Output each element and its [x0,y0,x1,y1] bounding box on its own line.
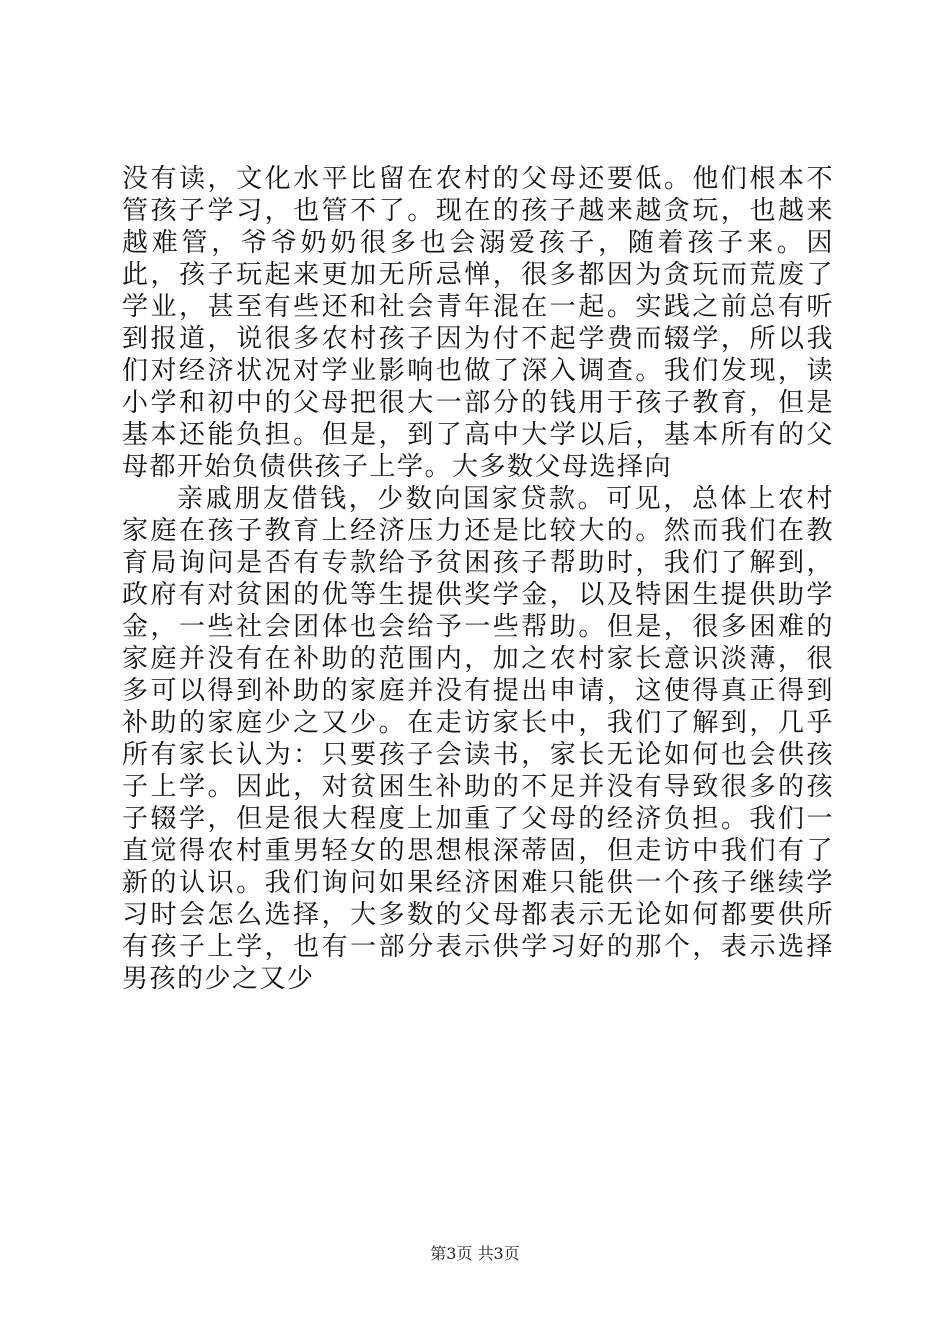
document-body [122,163,834,995]
paragraph-2: 亲戚朋友借钱，少数向国家贷款。可见，总体上农村家庭在孩子教育上经济压力还是比较大的。然而我们在教育局询问是否有专款给予贫困孩子帮助时，我们了解到，政府有对贫困的优等生提供奖学金，以及特困生提供助学金，一些社会团体也会给予一些帮助。但是，很多困难的家庭并没有在补助的范围内，加之农村家长意识淡薄，很多可以得到补助的家庭并没有提出申请，这使得真正得到补助的家庭少之又少。在走访家长中，我们了解到，几乎所有家长认为：只要孩子会读书，家长无论如何也会供孩子上学。因此，对贫困生补助的不足并没有导致很多的孩子辍学，但是很大程度上加重了父母的经济负担。我们一直觉得农村重男轻女的思想根深蒂固，但走访中我们有了新的认识。我们询问如果经济困难只能供一个孩子继续学习时会怎么选择，大多数的父母都表示无论如何都要供所有孩子上学，也有一部分表示供学习好的那个，表示选择男孩的少之又少 [122,484,834,994]
paragraph-1: 没有读，文化水平比留在农村的父母还要低。他们根本不管孩子学习，也管不了。现在的孩子越来越贪玩，也越来越难管，爷爷奶奶很多也会溺爱孩子，随着孩子来。因此，孩子玩起来更加无所忌惮，很多都因为贪玩而荒废了学业，甚至有些还和社会青年混在一起。实践之前总有听到报道，说很多农村孩子因为付不起学费而辍学，所以我们对经济状况对学业影响也做了深入调查。我们发现，读小学和初中的父母把很大一部分的钱用于孩子教育，但是基本还能负担。但是，到了高中大学以后，基本所有的父母都开始负债供孩子上学。大多数父母选择向 [122,164,834,482]
page-footer: 第3页 共3页 [430,1244,520,1263]
